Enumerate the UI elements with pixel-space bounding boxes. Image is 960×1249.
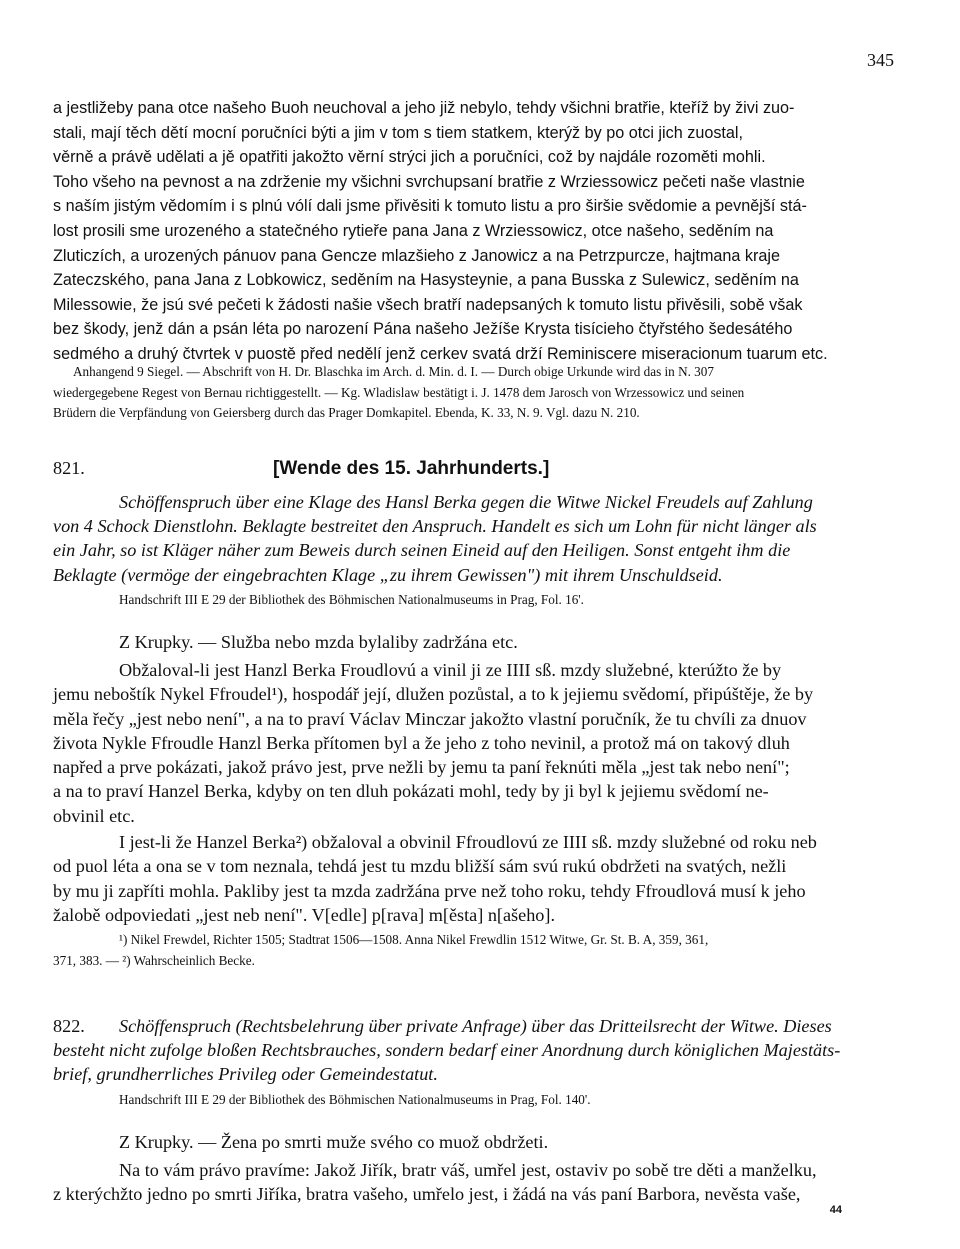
- regest-first-line: [53, 1014, 897, 1038]
- entry-821-para1: [53, 658, 897, 828]
- note-line: Anhangend 9 Siegel. — Abschrift von H. Dr. Blaschka im Arch. d. Min. d. I. — Durch obige Urkunde wird das in N. 307: [73, 364, 714, 379]
- text-line: věrně a právě udělati a jě opatřiti jakožto věrní strýci jich a poručníci, což by najdále rozoměti mohli.: [53, 148, 766, 167]
- footer-signature-mark: 44: [829, 1204, 842, 1216]
- text-line: a jestližeby pana otce našeho Buoh neuchoval a jeho již nebylo, tehdy všichni bratřie, kteříž by živi zuo-: [53, 99, 795, 117]
- text-line: z kterýchžto jedno po smrti Jiříka, bratra vašeho, umřelo jest, i žádá na vás paní Barbora, nevěsta vaše,: [53, 1184, 801, 1205]
- entry-821-footnotes: [53, 930, 897, 971]
- text-line: jemu neboštík Nykel Ffroudel¹), hospodář její, dlužen pozůstal, a to k jejiemu svědomí, připúštěje, že by: [53, 684, 814, 705]
- entry-821-title: Z Krupky. — Služba nebo mzda bylaliby zadržána etc.: [119, 632, 518, 652]
- regest-line: ein Jahr, so ist Kläger näher zum Beweis durch seinen Eineid auf den Heiligen. Sonst entgeht ihm die: [53, 540, 791, 561]
- text-line: od puol léta a ona se v tom neznala, tehdá jest tu mzdu bližší sám svú rukú obdržeti na svatých, nežli: [53, 856, 787, 877]
- entry-date: [Wende des 15. Jahrhunderts.]: [273, 458, 550, 479]
- text-line: Toho všeho na pevnost a na zdrženie my všichni svrchupsaní bratřie z Wrziessowicz pečeti naše vlastnie: [53, 172, 805, 191]
- regest-line: von 4 Schock Dienstlohn. Beklagte bestreitet den Anspruch. Handelt es sich um Lohn für nicht länger als: [53, 516, 817, 537]
- footnote-line: 371, 383. — ²) Wahrscheinlich Becke.: [53, 952, 255, 968]
- text-line: měla řečy „jest nebo není", a na to praví Václav Minczar jakožto vlastní poručník, že tu chvíli za dnuov: [53, 708, 807, 729]
- entry-number: 821.: [53, 458, 85, 478]
- entry-821-source: Handschrift III E 29 der Bibliothek des Böhmischen Nationalmuseums in Prag, Fol. 16'.: [119, 592, 584, 607]
- entry-822-source: Handschrift III E 29 der Bibliothek des Böhmischen Nationalmuseums in Prag, Fol. 140'.: [119, 1092, 591, 1107]
- text-line: Zateczského, pana Jana z Lobkowicz, seděním na Hasysteynie, a pana Busska z Sulewicz, seděním na: [53, 271, 799, 290]
- text-line: života Nykle Ffroudle Hanzl Berka přítomen byl a že jeho z toho nevinil, a protož má on takový dluh: [53, 732, 790, 753]
- text-line: Na to vám právo pravíme: Jakož Jiřík, bratr váš, umřel jest, ostaviv po sobě tre děti a manželku,: [119, 1160, 817, 1180]
- regest-line: brief, grundherrliches Privileg oder Gemeindestatut.: [53, 1064, 438, 1085]
- text-line: žalobě odpoviedati „jest neb není". V[edle] p[rava] m[ěsta] n[ašeho].: [53, 904, 555, 925]
- text-line: bez škody, jenž dán a psán léta po narození Pána našeho Ježíše Krysta tisícieho čtyřstého šedesátého: [53, 320, 793, 339]
- note-line: Brüdern die Verpfändung von Geiersberg durch das Prager Domkapitel. Ebenda, K. 33, N. 9. Vgl. dazu N. 210.: [53, 405, 640, 421]
- entry-822-para: [53, 1158, 897, 1207]
- text-line: obvinil etc.: [53, 805, 135, 826]
- text-line: Milessowie, že jsú své pečeti k žádosti našie všech bratří nadepsaných k tomuto listu přivěsili, sobě však: [53, 295, 803, 314]
- text-line: stali, mají těch dětí mocní poručníci býti a jim v tom s tiem statkem, kterýž by po otci jich zuostal,: [53, 123, 744, 142]
- text-line: by mu ji zapříti mohla. Pakliby jest ta mzda zadržána prve než toho roku, tehdy Ffroudlová musí k jeho: [53, 880, 806, 901]
- text-line: I jest-li že Hanzel Berka²) obžaloval a obvinil Ffroudlovú ze IIII sß. mzdy služebné od roku neb: [119, 832, 817, 852]
- regest-line: besteht nicht zufolge bloßen Rechtsbrauches, sondern bedarf einer Anordnung durch königlichen Majestäts-: [53, 1040, 841, 1061]
- regest-line: Beklagte (vermöge der eingebrachten Klage „zu ihrem Gewissen") mit ihrem Unschuldseid.: [53, 564, 723, 585]
- text-line: a na to praví Hanzel Berka, kdyby on ten dluh pokázati mohl, tedy by ji byl k jejiemu svědomí ne-: [53, 781, 769, 802]
- text-line: Obžaloval-li jest Hanzl Berka Froudlovú a vinil ji ze IIII sß. mzdy služebné, kterúžto že by: [119, 660, 782, 680]
- entry-822-regest: [53, 1014, 897, 1087]
- continuation-notes: [53, 362, 897, 424]
- text-line: s naším jistým vědomím i s plnú vólí dali jsme přivěsiti k tomuto listu a pro širšie svědomie a pevnější stá-: [53, 197, 807, 216]
- text-line: sedmého a druhý čtvrtek v puostě před nedělí jenž cerkev svatá drží Reminiscere miseracionum tuarum etc.: [53, 344, 828, 363]
- note-line: wiedergegebene Regest von Bernau richtiggestellt. — Kg. Wladislaw bestätigt i. J. 1478 dem Jarosch von Wrzessowicz und seinen: [53, 384, 745, 400]
- entry-821-para2: [53, 830, 897, 927]
- text-line: lost prosili sme urozeného a statečného rytieře pana Jana z Wrziessowicz, otce našeho, seděním na: [53, 221, 774, 240]
- text-line: Zluticzích, a urozených pánuov pana Gencze mlazšieho z Janowicz a na Petrzpurcze, hajtmana kraje: [53, 246, 781, 265]
- entry-number: 822.: [53, 1016, 85, 1036]
- regest-line: Schöffenspruch über eine Klage des Hansl Berka gegen die Witwe Nickel Freudels auf Zahlung: [119, 492, 813, 512]
- text-line: napřed a prve pokázati, jakož právo jest, prve nežli by jemu ta paní řeknúti měla „jest tak nebo není";: [53, 757, 790, 778]
- page-number: 345: [867, 50, 894, 70]
- entry-822-title: Z Krupky. — Žena po smrti muže svého co muož obdržeti.: [119, 1132, 549, 1152]
- footnote-line: ¹) Nikel Frewdel, Richter 1505; Stadtrat 1506—1508. Anna Nikel Frewdlin 1512 Witwe, Gr. St. B. A, 359, 361,: [119, 932, 709, 947]
- entry-821-regest: [53, 490, 897, 587]
- entry-821-header: [53, 458, 897, 480]
- continuation-text: [53, 96, 897, 367]
- regest-line: Schöffenspruch (Rechtsbelehrung über private Anfrage) über das Dritteilsrecht der Witwe. Dieses: [119, 1016, 832, 1036]
